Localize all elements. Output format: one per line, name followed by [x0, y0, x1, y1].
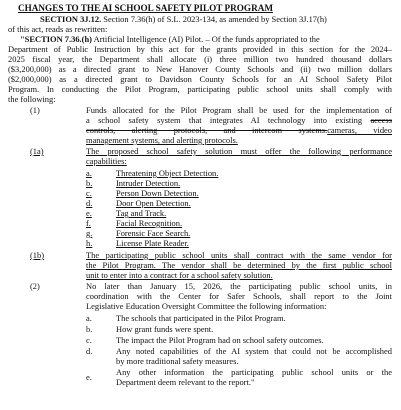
capability-letter: c.	[86, 188, 92, 198]
struck-text: access	[370, 115, 392, 125]
quote-line1	[20, 34, 320, 44]
capability-letter: d.	[86, 198, 93, 208]
capability-letter: e.	[86, 208, 92, 218]
capability-item: Tag and Track.	[116, 208, 167, 218]
item-1-line4: management systems, and alerting protocols.	[86, 135, 238, 145]
section-intro-line2: of this act, reads as rewritten:	[8, 24, 108, 34]
item-1a-line1: The proposed school safety solution must offer the following performance	[86, 146, 392, 156]
item-2-line2: coordination with the Center for Safer Schools, shall report to the Joint	[86, 291, 392, 301]
capability-letter: b.	[86, 178, 93, 188]
capability-letter: f.	[86, 218, 91, 228]
quote-line3: 2025 fiscal year, the Department shall allocate (i) three million two hundred thousand dollars	[8, 54, 392, 64]
report-entry-letter: b.	[86, 324, 93, 334]
report-entry-letter: e.	[86, 372, 92, 382]
quote-line4: ($3,200,000) as a directed grant to New Hanover County Schools and (ii) two million dollars	[8, 64, 392, 74]
item-1b-number: (1b)	[30, 250, 45, 260]
item-1-line1: Funds allocated for the Pilot Program shall be used for the implementation of	[86, 105, 392, 115]
item-2-line1: No later than January 15, 2026, the participating public school units, in	[86, 281, 392, 291]
capability-item: Intruder Detection.	[116, 178, 181, 188]
quote-line7: the following:	[8, 94, 56, 104]
capability-item: Forensic Face Search.	[116, 228, 191, 238]
capability-letter: h.	[86, 238, 93, 248]
item-1-line3	[86, 125, 392, 135]
item-1-line2	[86, 115, 392, 125]
capability-item: Person Down Detection.	[116, 188, 199, 198]
item-1b-line1: The participating public school units shall contract with the same vendor for	[86, 250, 392, 260]
quote-line5: ($2,000,000) as a directed grant to Davidson County Schools for an AI School Safety Pilot	[8, 74, 392, 84]
item-2-number: (2)	[30, 281, 40, 291]
capability-item: License Plate Reader.	[116, 238, 189, 248]
section-intro-text: Section 7.36(h) of S.L. 2023-134, as amended by Section 3J.17(h)	[101, 14, 327, 24]
item-1-line2-text: a school safety system that integrates AI technology into existing	[86, 115, 371, 125]
subsection-label: "SECTION 7.36.(h)	[20, 34, 92, 44]
report-entry-continued: Department deem relevant to the report."	[116, 377, 255, 387]
report-entry-continued: by more traditional safety measures.	[116, 356, 239, 366]
quote-line6: Program. In conducting the Pilot Program, participating public school units shall comply with	[8, 84, 392, 94]
report-entry: The schools that participated in the Pilot Program.	[116, 313, 286, 323]
item-1-number: (1)	[30, 105, 40, 115]
item-2-line3: Legislative Education Oversight Committee the following information:	[86, 301, 327, 311]
item-1a-number: (1a)	[30, 146, 44, 156]
item-1b-line2: the Pilot Program. The vendor shall be determined by the first public school	[86, 260, 392, 270]
report-entry: How grant funds were spent.	[116, 324, 214, 334]
report-entry: The impact the Pilot Program had on school safety outcomes.	[116, 335, 324, 345]
subsection-text: Artificial Intelligence (AI) Pilot. – Of the funds appropriated to the	[91, 34, 320, 44]
item-1b-line3: unit to enter into a contract for a school safety solution.	[86, 270, 273, 280]
capability-item: Threatening Object Detection.	[116, 168, 219, 178]
capability-letter: g.	[86, 228, 93, 238]
report-entry: Any noted capabilities of the AI system that could not be accomplished	[116, 346, 392, 356]
struck-text: controls, alerting protocols, and intercom systems.	[86, 125, 328, 135]
capability-letter: a.	[86, 168, 92, 178]
page-title: CHANGES TO THE AI SCHOOL SAFETY PILOT PROGRAM	[18, 3, 274, 13]
capability-item: Facial Recognition.	[116, 218, 183, 228]
report-entry-letter: d.	[86, 346, 93, 356]
report-entry: Any other information the participating public school units or the	[116, 367, 392, 377]
report-entry-letter: c.	[86, 335, 92, 345]
item-1a-line2: capabilities:	[86, 156, 127, 166]
quote-line2: Department of Public Instruction by this act for the grants provided in this section for the 2024–	[8, 44, 392, 54]
report-entry-letter: a.	[86, 313, 92, 323]
section-intro-line1	[40, 14, 327, 24]
section-label: SECTION 3J.12.	[40, 14, 102, 24]
inserted-text: cameras, video	[327, 125, 392, 135]
capability-item: Door Open Detection.	[116, 198, 191, 208]
